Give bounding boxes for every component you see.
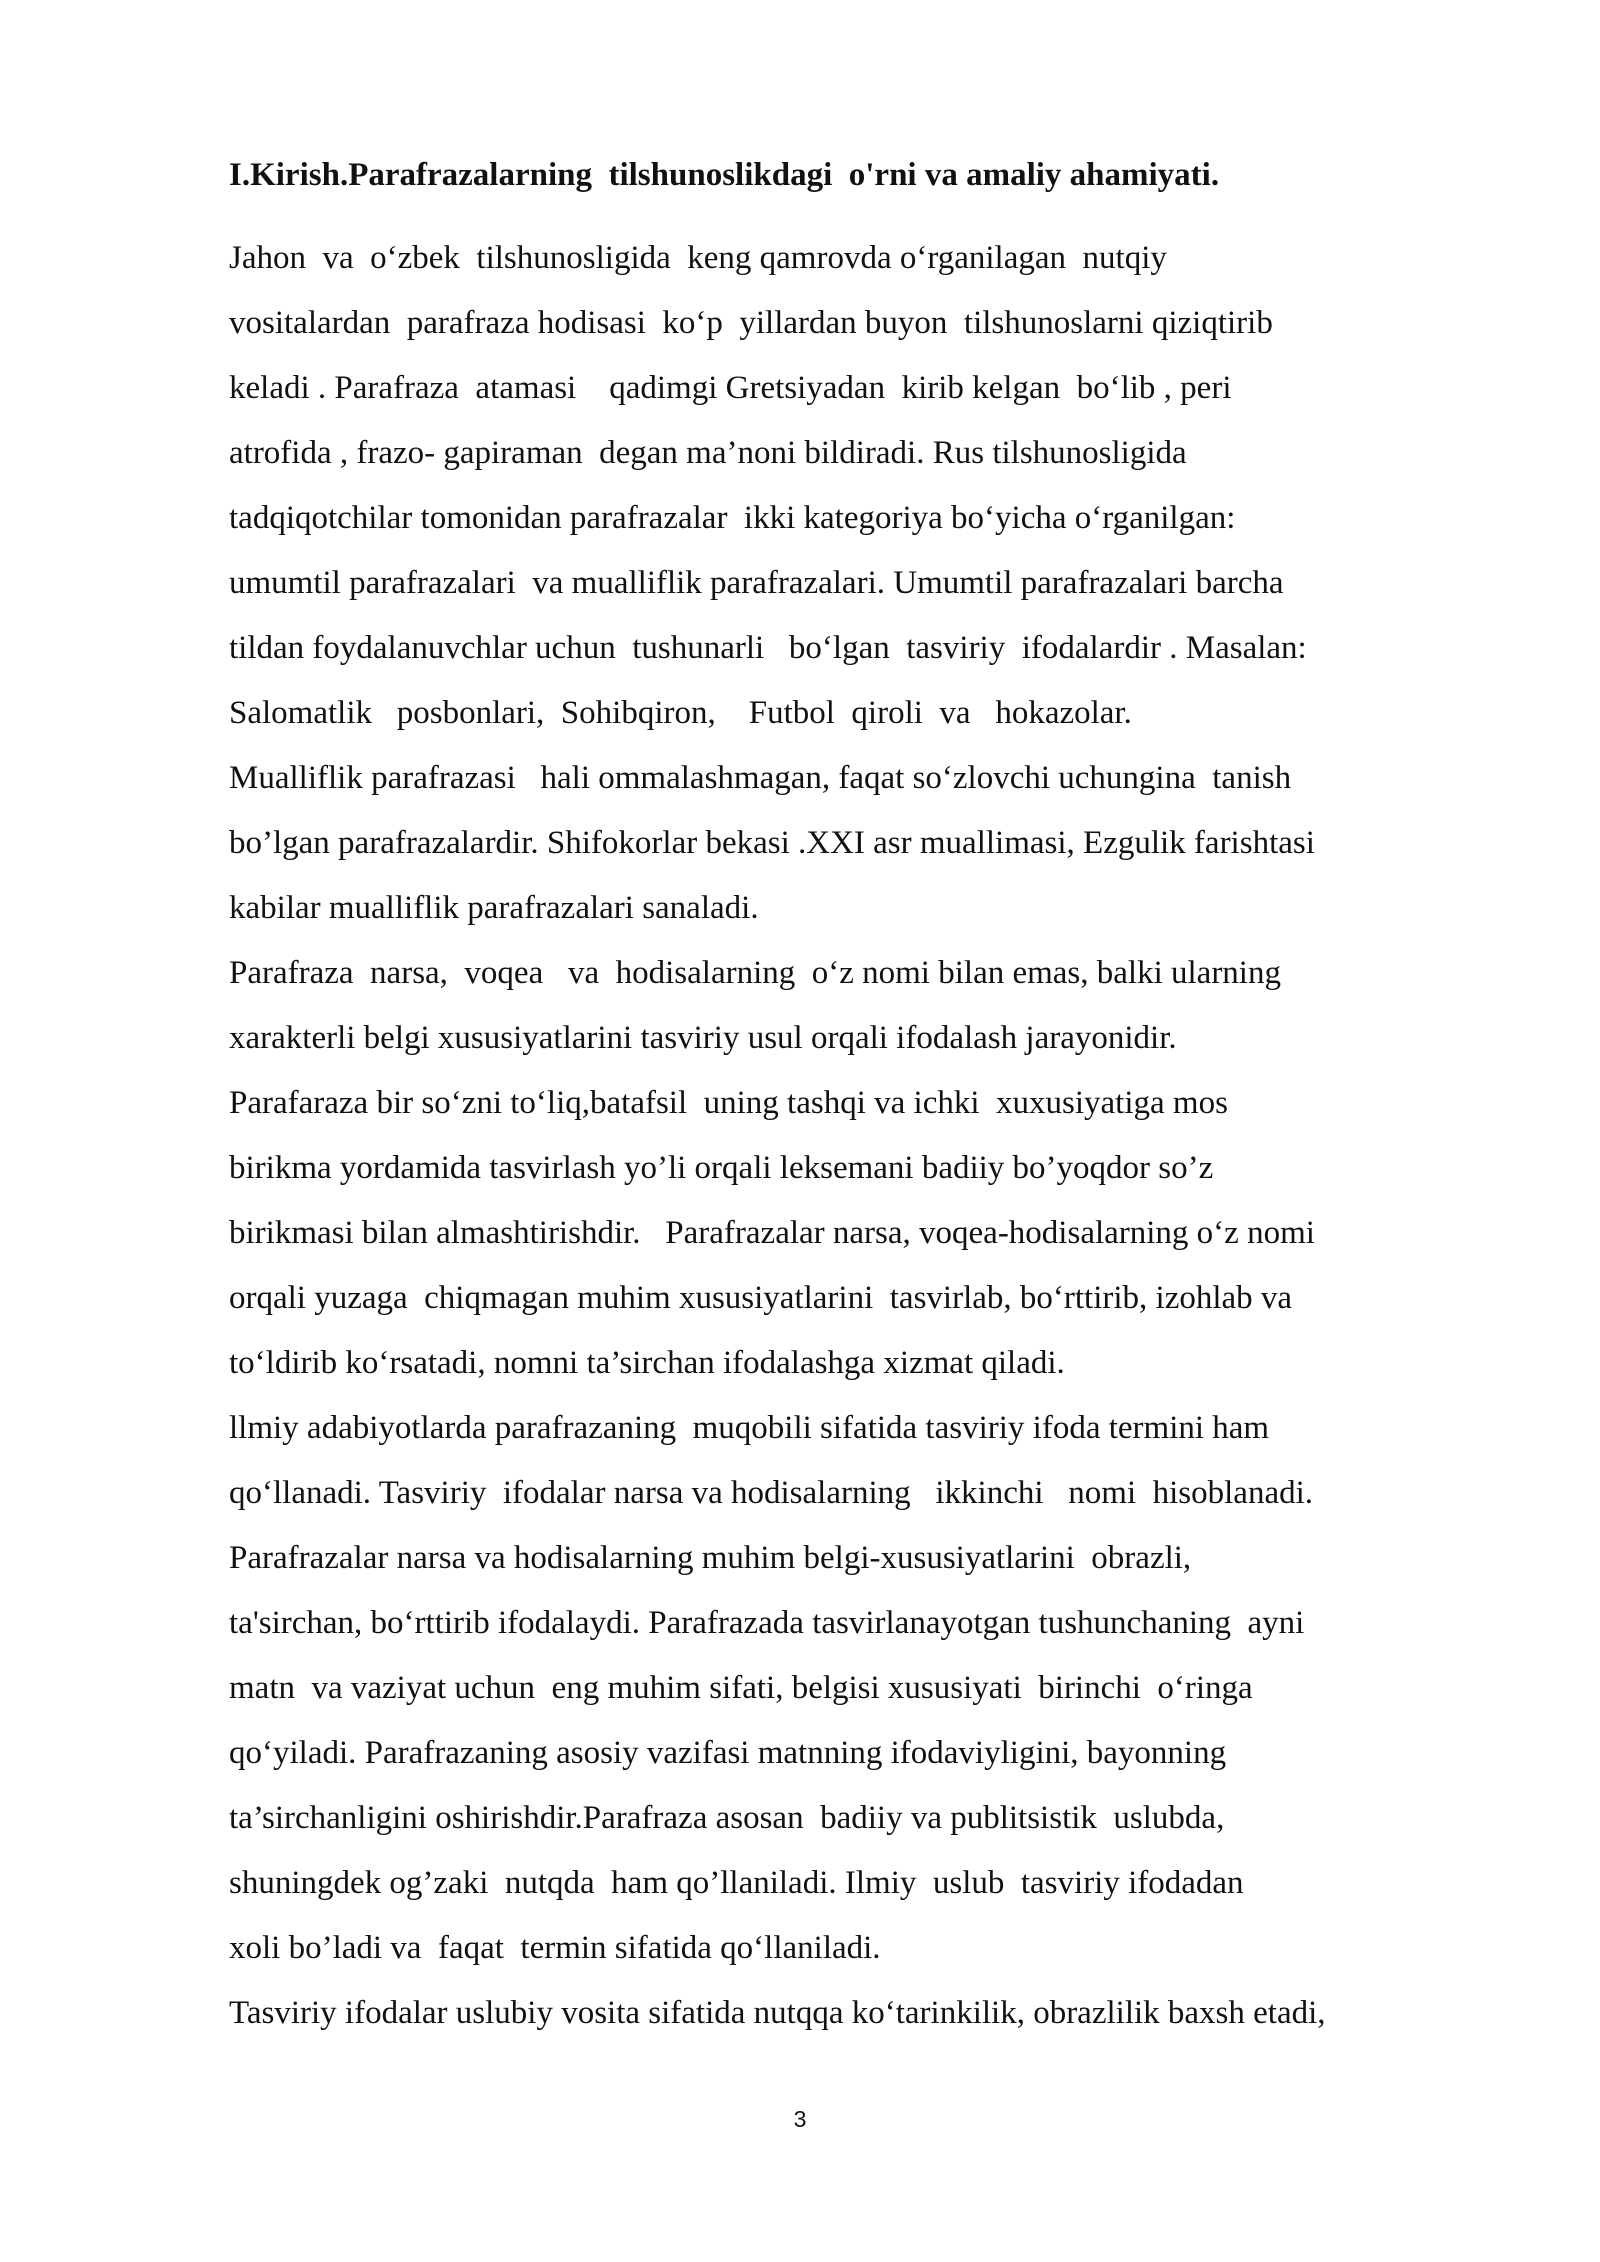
text-line: Parafaraza bir so‘zni to‘liq,batafsil uning tashqi va ichki xuxusiyatiga mos xyxy=(229,1085,1228,1121)
text-line: keladi . Parafraza atamasi qadimgi Gretsiyadan kirib kelgan bo‘lib , peri xyxy=(229,370,1232,406)
text-line: llmiy adabiyotlarda parafrazaning muqobili sifatida tasviriy ifoda termini ham xyxy=(229,1410,1270,1446)
text-line: kabilar mualliflik parafrazalari sanaladi. xyxy=(229,890,759,926)
text-line: shuningdek og’zaki nutqda ham qo’llaniladi. Ilmiy uslub tasviriy ifodadan xyxy=(229,1865,1244,1901)
text-line: xarakterli belgi xususiyatlarini tasviriy usul orqali ifodalash jarayonidir. xyxy=(229,1020,1177,1056)
paragraph-text xyxy=(229,226,1529,2046)
text-line: ta’sirchanligini oshirishdir.Parafraza asosan badiiy va publitsistik uslubda, xyxy=(229,1800,1225,1836)
text-line: Salomatlik posbonlari, Sohibqiron, Futbol qiroli va hokazolar. xyxy=(229,695,1132,731)
text-line: umumtil parafrazalari va mualliflik parafrazalari. Umumtil parafrazalari barcha xyxy=(229,565,1284,601)
text-line: to‘ldirib ko‘rsatadi, nomni ta’sirchan ifodalashga xizmat qiladi. xyxy=(229,1345,1065,1381)
text-line: bo’lgan parafrazalardir. Shifokorlar bekasi .XXI asr muallimasi, Ezgulik farishtasi xyxy=(229,825,1315,861)
text-line: tildan foydalanuvchlar uchun tushunarli bo‘lgan tasviriy ifodalardir . Masalan: xyxy=(229,630,1307,666)
text-line: birikma yordamida tasvirlash yo’li orqali leksemani badiiy bo’yoqdor so’z xyxy=(229,1150,1214,1186)
text-line: Parafraza narsa, voqea va hodisalarning o‘z nomi bilan emas, balki ularning xyxy=(229,955,1281,991)
section-heading: I.Kirish.Parafrazalarning tilshunoslikdagi o'rni va amaliy ahamiyati. xyxy=(229,157,1220,193)
document-body xyxy=(229,148,1529,2046)
text-line: qo‘llanadi. Tasviriy ifodalar narsa va hodisalarning ikkinchi nomi hisoblanadi. xyxy=(229,1475,1314,1511)
text-line: vositalardan parafraza hodisasi ko‘p yillardan buyon tilshunoslarni qiziqtirib xyxy=(229,305,1273,341)
text-line: Mualliflik parafrazasi hali ommalashmagan, faqat so‘zlovchi uchungina tanish xyxy=(229,760,1292,796)
text-line: xoli bo’ladi va faqat termin sifatida qo‘llaniladi. xyxy=(229,1930,881,1966)
text-line: birikmasi bilan almashtirishdir. Parafrazalar narsa, voqea-hodisalarning o‘z nomi xyxy=(229,1215,1315,1251)
text-line: qo‘yiladi. Parafrazaning asosiy vazifasi matnning ifodaviyligini, bayonning xyxy=(229,1735,1227,1771)
text-line: Tasviriy ifodalar uslubiy vosita sifatida nutqqa ko‘tarinkilik, obrazlilik baxsh etadi, xyxy=(229,1995,1326,2031)
text-line: Parafrazalar narsa va hodisalarning muhim belgi-xususiyatlarini obrazli, xyxy=(229,1540,1192,1576)
page-number: 3 xyxy=(793,2106,807,2132)
text-line: orqali yuzaga chiqmagan muhim xususiyatlarini tasvirlab, bo‘rttirib, izohlab va xyxy=(229,1280,1293,1316)
text-line: Jahon va o‘zbek tilshunosligida keng qamrovda o‘rganilagan nutqiy xyxy=(229,240,1167,276)
text-line: atrofida , frazo- gapiraman degan ma’noni bildiradi. Rus tilshunosligida xyxy=(229,435,1187,471)
text-line: matn va vaziyat uchun eng muhim sifati, belgisi xususiyati birinchi o‘ringa xyxy=(229,1670,1253,1706)
text-line: ta'sirchan, bo‘rttirib ifodalaydi. Parafrazada tasvirlanayotgan tushunchaning ayni xyxy=(229,1605,1305,1641)
text-line: tadqiqotchilar tomonidan parafrazalar ikki kategoriya bo‘yicha o‘rganilgan: xyxy=(229,500,1236,536)
